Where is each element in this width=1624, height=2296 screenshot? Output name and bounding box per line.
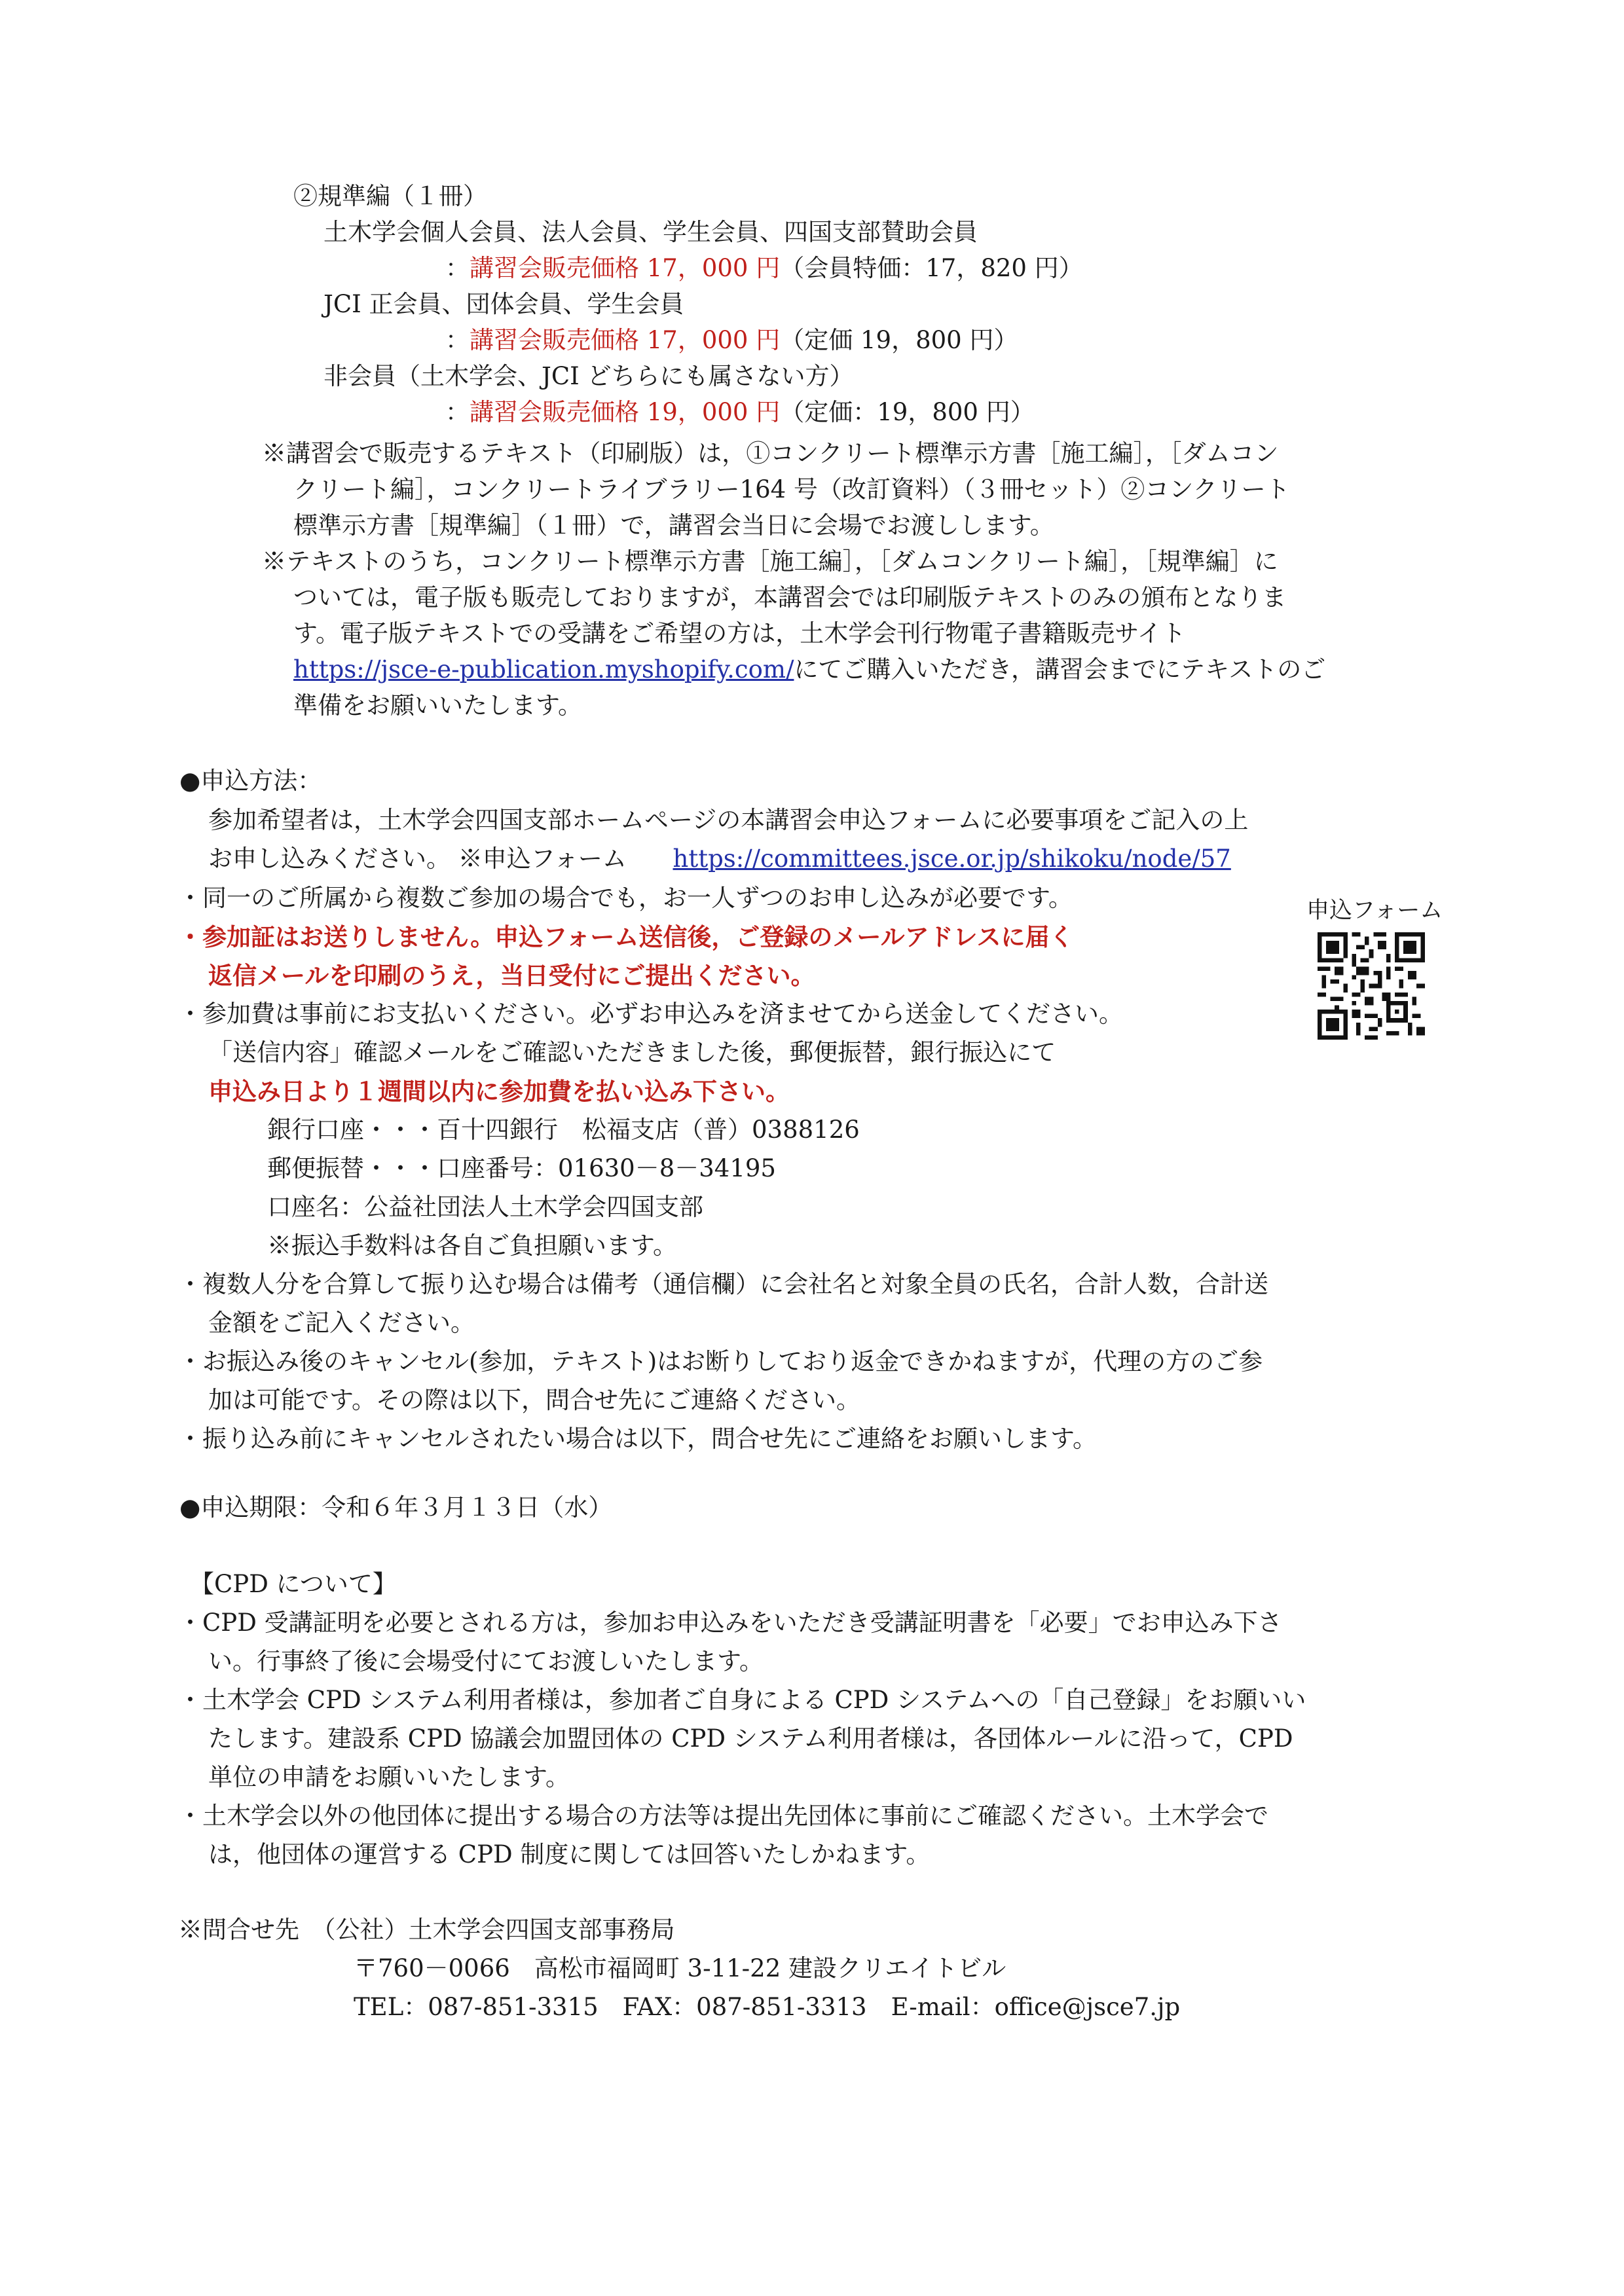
sale-price-1: 講習会販売価格 17，000 円: [470, 254, 781, 282]
member-category-3: 非会員（土木学会、JCI どちらにも属さない方）: [323, 362, 854, 390]
application-form-qr-code[interactable]: [1318, 932, 1425, 1040]
member-category-2: JCI 正会員、団体会員、学生会員: [323, 290, 684, 318]
apply-bullet-3b: 「送信内容」確認メールをご確認いただきました後，郵便振替，銀行振込にて: [208, 1038, 1056, 1066]
cpd-heading: 【CPD について】: [190, 1570, 397, 1598]
sale-price-3: 講習会販売価格 19，000 円: [470, 398, 781, 426]
note-text-2d: https://jsce-e-publication.myshopify.com/にてご購入いただき，講習会までにテキストのご: [293, 655, 1326, 683]
cpd-bullet-3a: ・土木学会以外の他団体に提出する場合の方法等は提出先団体に事前にご確認ください。土木学会で: [178, 1802, 1268, 1830]
note-text-1c: 標準示方書［規準編］（１冊）で，講習会当日に会場でお渡しします。: [293, 511, 1054, 539]
note-text-2e: 準備をお願いいたします。: [293, 691, 583, 720]
apply-paragraph-2: お申し込みください。 ※申込フォーム https://committees.jsce.or.jp/shikoku/node/57: [208, 845, 1231, 873]
cpd-bullet-1b: い。行事終了後に会場受付にてお渡しいたします。: [208, 1647, 764, 1675]
apply-bullet-1: ・同一のご所属から複数ご参加の場合でも，お一人ずつのお申し込みが必要です。: [178, 884, 1073, 912]
note-text-2c: す。電子版テキストでの受講をご希望の方は，土木学会刊行物電子書籍販売サイト: [293, 619, 1186, 647]
apply-heading: ●申込方法：: [179, 767, 322, 795]
cpd-bullet-3b: は，他団体の運営する CPD 制度に関しては回答いたしかねます。: [208, 1840, 931, 1868]
transfer-fee-note: ※振込手数料は各自ご負担願います。: [267, 1231, 678, 1260]
note-text-2b: ついては，電子版も販売しておりますが，本講習会では印刷版テキストのみの頒布となりま: [293, 583, 1287, 611]
member-category-1: 土木学会個人会員、法人会員、学生会員、四国支部賛助会員: [323, 218, 978, 246]
note-text-2a: ※テキストのうち，コンクリート標準示方書［施工編］，［ダムコンクリート編］，［規準編］に: [262, 547, 1278, 575]
contact-label: ※問合せ先 （公社）土木学会四国支部事務局: [178, 1916, 675, 1944]
apply-bullet-4a: ・複数人分を合算して振り込む場合は備考（通信欄）に会社名と対象全員の氏名，合計人数，合計送: [178, 1270, 1268, 1298]
apply-bullet-5a: ・お振込み後のキャンセル(参加，テキスト)はお断りしており返金できかねますが，代理の方のご参: [178, 1347, 1263, 1376]
price-line-2: ：講習会販売価格 17，000 円（定価 19，800 円）: [445, 326, 1018, 354]
cpd-bullet-2c: 単位の申請をお願いいたします。: [208, 1763, 570, 1791]
apply-bullet-4b: 金額をご記入ください。: [208, 1309, 475, 1337]
contact-address: 〒760－0066 高松市福岡町 3-11-22 建設クリエイトビル: [354, 1954, 1006, 1982]
e-publication-link[interactable]: https://jsce-e-publication.myshopify.com/: [293, 655, 794, 683]
apply-bullet-3a: ・参加費は事前にお支払いください。必ずお申込みを済ませてから送金してください。: [178, 1000, 1123, 1028]
apply-bullet-3c: 申込み日より１週間以内に参加費を払い込み下さい。: [208, 1077, 790, 1106]
account-name: 口座名：公益社団法人土木学会四国支部: [267, 1193, 703, 1221]
contact-tel-fax-email: TEL：087-851-3315 FAX：087-851-3313 E-mail：office@jsce7.jp: [354, 1993, 1181, 2021]
note-text-1a: ※講習会で販売するテキスト（印刷版）は，①コンクリート標準示方書［施工編］，［ダムコン: [262, 439, 1279, 467]
item-kijun-heading: ②規準編（１冊）: [293, 182, 487, 210]
note-text-1b: クリート編］，コンクリートライブラリー164 号（改訂資料）（３冊セット）②コンクリート: [293, 475, 1290, 503]
apply-paragraph-1: 参加希望者は，土木学会四国支部ホームページの本講習会申込フォームに必要事項をご記入の上: [208, 806, 1249, 834]
cpd-bullet-1a: ・CPD 受講証明を必要とされる方は，参加お申込みをいただき受講証明書を「必要」でお申込み下さ: [178, 1609, 1282, 1637]
cpd-bullet-2b: たします。建設系 CPD 協議会加盟団体の CPD システム利用者様は，各団体ルールに沿って，CPD: [208, 1724, 1293, 1753]
qr-label: 申込フォーム: [1306, 898, 1443, 924]
apply-bullet-6: ・振り込み前にキャンセルされたい場合は以下，問合せ先にご連絡をお願いします。: [178, 1425, 1098, 1453]
sale-price-2: 講習会販売価格 17，000 円: [470, 326, 781, 354]
bank-account: 銀行口座・・・百十四銀行 松福支店（普）0388126: [267, 1116, 860, 1144]
apply-bullet-2a: ・参加証はお送りしません。申込フォーム送信後，ご登録のメールアドレスに届く: [178, 922, 1074, 951]
application-form-link[interactable]: https://committees.jsce.or.jp/shikoku/node/57: [673, 845, 1231, 873]
apply-bullet-2b: 返信メールを印刷のうえ，当日受付にご提出ください。: [208, 961, 815, 990]
deadline: ●申込期限：令和６年３月１３日（水）: [179, 1493, 613, 1522]
postal-transfer: 郵便振替・・・口座番号：01630－8－34195: [267, 1154, 776, 1182]
price-line-1: ：講習会販売価格 17，000 円（会員特価：17，820 円）: [445, 254, 1083, 282]
price-line-3: ：講習会販売価格 19，000 円（定価：19，800 円）: [445, 398, 1035, 426]
apply-bullet-5b: 加は可能です。その際は以下，問合せ先にご連絡ください。: [208, 1386, 861, 1414]
cpd-bullet-2a: ・土木学会 CPD システム利用者様は，参加者ご自身による CPD システムへの「自己登録」をお願いい: [178, 1686, 1306, 1714]
